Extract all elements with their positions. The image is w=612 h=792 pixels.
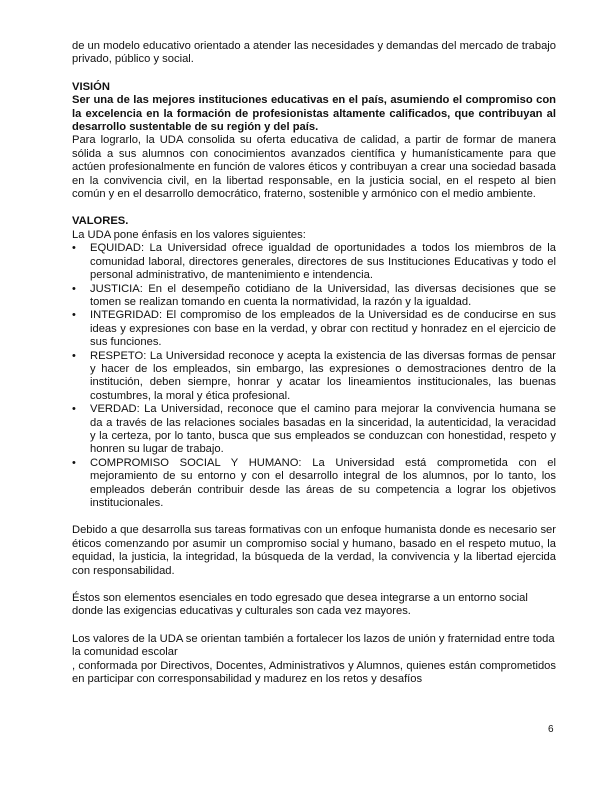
bullet-icon: •	[72, 242, 76, 255]
values-list	[72, 242, 556, 510]
value-item-verdad	[72, 403, 556, 457]
intro-paragraph: de un modelo educativo orientado a atender las necesidades y demandas del mercado de trabajo privado, público y social.	[72, 40, 556, 66]
value-item-compromiso	[72, 457, 556, 511]
value-item-text: INTEGRIDAD: El compromiso de los empleados de la Universidad es de conducirse en sus ideas y expresiones con base en la verdad, y obrar con rectitud y honradez en el ejercicio de sus funciones.	[90, 309, 556, 349]
value-item-text: RESPETO: La Universidad reconoce y acepta la existencia de las diversas formas de pensar y hacer de los empleados, sin embargo, las expresiones o demostraciones dentro de la institución, deben siempre, honrar y acatar los lineamientos institucionales, las buenas costumbres, la moral y ética profesional.	[90, 349, 556, 402]
values-heading: VALORES.	[72, 215, 129, 228]
value-item-text: EQUIDAD: La Universidad ofrece igualdad de oportunidades a todos los miembros de la comunidad laboral, directores generales, directores de sus Instituciones Educativas y todo el personal administrativo, de mantenimiento e intendencia.	[90, 242, 556, 282]
value-item-justicia	[72, 283, 556, 310]
bullet-icon: •	[72, 282, 76, 295]
value-item-text: VERDAD: La Universidad, reconoce que el camino para mejorar la convivencia humana se da a través de las relaciones sociales basadas en la sinceridad, la autenticidad, la veracidad y la certeza, por lo tanto, busca que sus empleados se conduzcan con honestidad, respeto y honren su lugar de trabajo.	[90, 403, 556, 456]
union-paragraph-line2: , conformada por Directivos, Docentes, Administrativos y Alumnos, quienes están comprometidos en participar con corresponsabilidad y madurez en los retos y desafíos	[72, 659, 556, 686]
values-intro: La UDA pone énfasis en los valores siguientes:	[72, 228, 306, 241]
document-page	[72, 40, 556, 686]
vision-body: Para lograrlo, la UDA consolida su oferta educativa de calidad, a partir de formar de manera sólida a sus alumnos con conocimientos avanzados científica y humanísticamente para que actúen profesionalmente en función de valores éticos y contribuyan a crear una sociedad basada en la convivencia civil, en la libertad responsable, en la justicia social, en el respeto al bien común y en el desarrollo democrático, fraterno, sostenible y armónico con el medio ambiente.	[72, 134, 556, 201]
value-item-integridad	[72, 309, 556, 349]
page-number: 6	[548, 724, 554, 735]
value-item-respeto	[72, 350, 556, 404]
bullet-icon: •	[72, 456, 76, 469]
humanist-paragraph: Debido a que desarrolla sus tareas formativas con un enfoque humanista donde es necesario ser éticos comenzando por asumir un compromiso social y humano, basado en el respeto mutuo, la equidad, la justicia, la integridad, la búsqueda de la verdad, la convivencia y la libertad ejercida con responsabilidad.	[72, 524, 556, 577]
elements-paragraph: Éstos son elementos esenciales en todo egresado que desea integrarse a un entorno social donde las exigencias educativas y culturales son cada vez mayores.	[72, 592, 528, 618]
bullet-icon: •	[72, 309, 76, 322]
value-item-equidad	[72, 242, 556, 282]
vision-heading: VISIÓN	[72, 80, 110, 93]
vision-statement: Ser una de las mejores instituciones educativas en el país, asumiendo el compromiso con la excelencia en la formación de profesionistas altamente calificados, que contribuyan al desarrollo sustentable de su región y del país.	[72, 94, 556, 134]
bullet-icon: •	[72, 349, 76, 362]
bullet-icon: •	[72, 403, 76, 416]
value-item-text: JUSTICIA: En el desempeño cotidiano de la Universidad, las diversas decisiones que se tomen se realizan tomando en cuenta la normatividad, la razón y la igualdad.	[90, 282, 556, 308]
value-item-text: COMPROMISO SOCIAL Y HUMANO: La Universidad está comprometida con el mejoramiento de su entorno y con el desarrollo integral de los alumnos, por lo tanto, los empleados deberán contribuir desde las áreas de su competencia a lograr los objetivos institucionales.	[90, 456, 556, 509]
union-paragraph-line1: Los valores de la UDA se orientan también a fortalecer los lazos de unión y fraternidad entre toda la comunidad escolar	[72, 632, 555, 659]
